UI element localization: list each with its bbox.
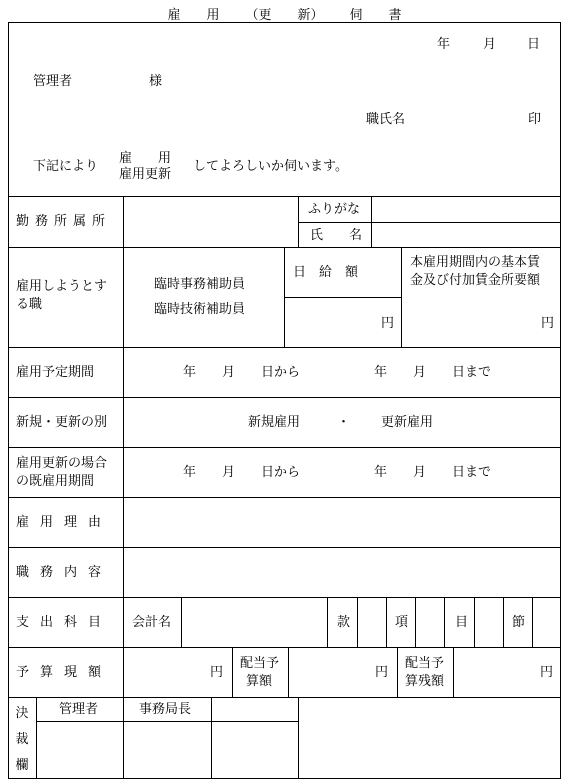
divider <box>284 247 285 347</box>
request-option-renew: 雇用更新 <box>119 167 172 182</box>
name-label: 氏 名 <box>310 228 363 243</box>
type-new: 新規雇用 <box>248 415 301 430</box>
divider <box>503 597 504 647</box>
divider <box>415 597 416 647</box>
basic-wage-label-line2: 金及び付加賃金所要額 <box>410 273 541 288</box>
basic-wage-label-line1: 本雇用期間内の基本賃 <box>410 255 541 270</box>
type-renew: 更新雇用 <box>381 415 434 430</box>
divider <box>371 196 372 247</box>
position-name-label: 職氏名 <box>366 112 406 127</box>
divider <box>8 647 561 648</box>
title-char: 書 <box>388 8 402 23</box>
title-char: 用 <box>206 8 220 23</box>
yen-unit: 円 <box>381 316 395 331</box>
period-to: 年 月 日まで <box>374 365 492 380</box>
title-char: 雇 <box>167 8 181 23</box>
title-char: （更 <box>245 8 272 23</box>
divider <box>386 597 387 647</box>
workplace-label: 勤務所属所 <box>16 214 112 229</box>
divider <box>288 647 289 697</box>
duty-label: 職務内容 <box>16 565 113 580</box>
moku-label: 目 <box>455 615 469 630</box>
setsu-label: 節 <box>512 615 526 630</box>
approval-char: 欄 <box>15 758 29 773</box>
kou-label: 項 <box>395 615 409 630</box>
type-separator: ・ <box>337 415 351 430</box>
divider <box>327 597 328 647</box>
kan-label: 款 <box>337 615 351 630</box>
divider <box>444 597 445 647</box>
divider <box>181 597 182 647</box>
yen-unit: 円 <box>541 316 555 331</box>
divider <box>8 347 561 348</box>
divider <box>123 697 124 779</box>
divider <box>211 697 212 779</box>
divider <box>532 597 533 647</box>
reason-label: 雇用理由 <box>16 515 113 530</box>
date-year: 年 <box>437 37 451 52</box>
yen-unit: 円 <box>375 665 389 680</box>
divider <box>284 297 401 298</box>
remain-label-line2: 算残額 <box>405 674 445 689</box>
prev-period-label-line2: の既雇用期間 <box>16 474 95 489</box>
divider <box>474 597 475 647</box>
request-option-employ: 雇 用 <box>119 151 172 166</box>
divider <box>36 697 37 779</box>
divider <box>123 647 124 697</box>
position-label-line1: 雇用しようとす <box>16 279 108 294</box>
divider <box>298 196 299 247</box>
position-option-tech: 臨時技術補助員 <box>154 302 246 317</box>
furigana-label: ふりがな <box>308 202 361 217</box>
date-day: 日 <box>527 37 541 52</box>
account-name-label: 会計名 <box>132 615 172 630</box>
divider <box>397 647 398 697</box>
prev-period-label-line1: 雇用更新の場合 <box>16 456 108 471</box>
divider <box>8 397 561 398</box>
divider <box>8 597 561 598</box>
divider <box>298 222 561 223</box>
request-prefix: 下記により <box>33 159 99 174</box>
divider <box>8 447 561 448</box>
divider <box>298 697 299 779</box>
title-char: 伺 <box>349 8 363 23</box>
date-month: 月 <box>483 37 497 52</box>
divider <box>8 196 561 197</box>
expense-label: 支出科目 <box>16 615 113 630</box>
divider <box>8 697 561 698</box>
period-label: 雇用予定期間 <box>16 365 95 380</box>
divider <box>36 721 298 722</box>
approval-char: 裁 <box>15 732 29 747</box>
yen-unit: 円 <box>210 665 224 680</box>
period-from: 年 月 日から <box>183 365 301 380</box>
position-option-office: 臨時事務補助員 <box>154 277 246 292</box>
approval-label <box>15 701 29 779</box>
divider <box>123 597 124 647</box>
remain-label-line1: 配当予 <box>405 656 445 671</box>
divider <box>357 597 358 647</box>
sama-label: 様 <box>149 74 163 89</box>
allot-label-line1: 配当予 <box>240 656 280 671</box>
approval-manager-label: 管理者 <box>59 702 99 717</box>
prev-period-from: 年 月 日から <box>183 465 301 480</box>
allot-label-line2: 算額 <box>246 674 273 689</box>
divider <box>8 497 561 498</box>
seal-label: 印 <box>528 112 542 127</box>
divider <box>401 247 402 347</box>
request-suffix: してよろしいか伺います。 <box>193 159 348 174</box>
document-title <box>0 4 569 23</box>
position-label-line2: る職 <box>16 297 43 312</box>
divider <box>232 647 233 697</box>
divider <box>453 647 454 697</box>
approval-director-label: 事務局長 <box>139 702 192 717</box>
budget-label: 予算現額 <box>16 665 113 680</box>
daily-wage-label: 日 給 額 <box>293 265 359 280</box>
divider <box>123 196 124 597</box>
manager-label: 管理者 <box>33 74 73 89</box>
title-char: 新） <box>297 8 324 23</box>
divider <box>8 547 561 548</box>
prev-period-to: 年 月 日まで <box>374 465 492 480</box>
yen-unit: 円 <box>540 665 554 680</box>
type-label: 新規・更新の別 <box>16 415 108 430</box>
approval-char: 決 <box>15 706 29 721</box>
